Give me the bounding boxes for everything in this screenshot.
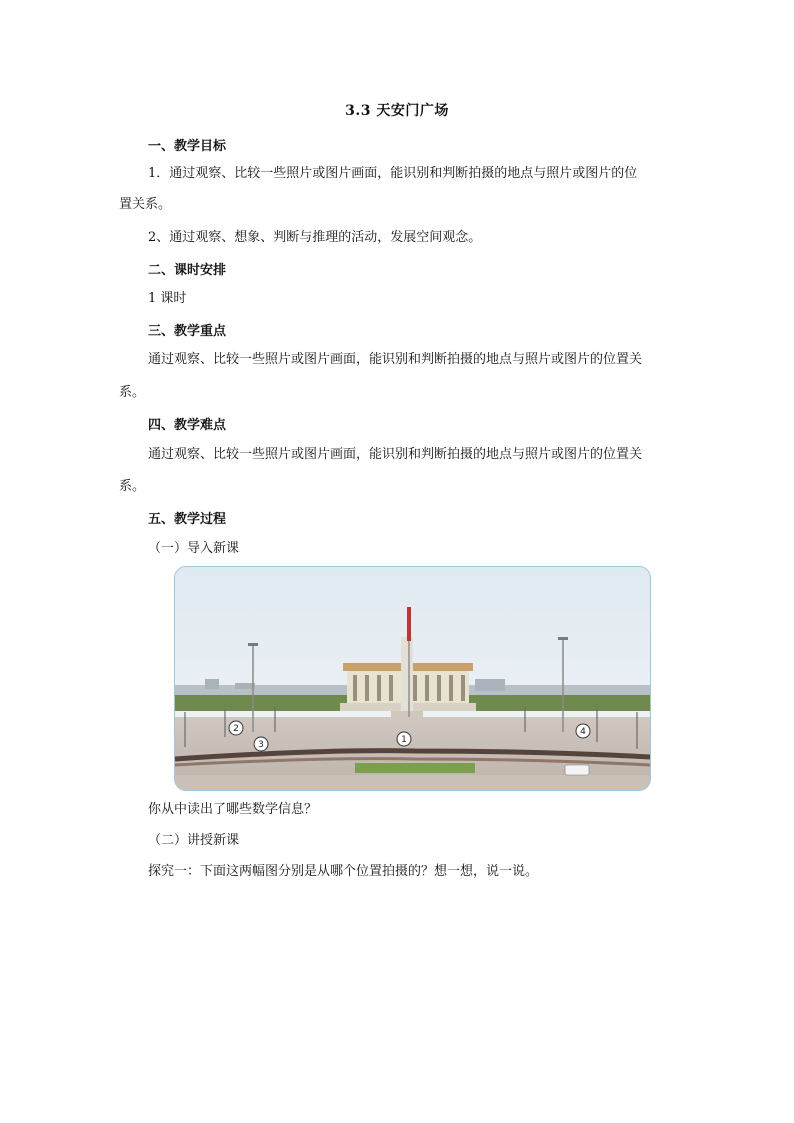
photo-marker-1: 1 xyxy=(401,735,407,745)
tiananmen-square-photo xyxy=(174,566,651,791)
key-points-line-2: 系。 xyxy=(119,385,146,400)
section-heading-objectives: 一、教学目标 xyxy=(148,139,227,154)
document-title: 3.3 天安门广场 xyxy=(345,103,449,119)
question-text: 你从中读出了哪些数学信息？ xyxy=(148,802,318,817)
subsection-new-lesson: （二）讲授新课 xyxy=(148,833,240,848)
photo-marker-4: 4 xyxy=(580,727,586,737)
difficulties-line-1: 通过观察、比较一些照片或图片画面，能识别和判断拍摄的地点与照片或图片的位置关 xyxy=(148,447,643,462)
objective-1-line-2: 置关系。 xyxy=(119,197,172,212)
key-points-line-1: 通过观察、比较一些照片或图片画面，能识别和判断拍摄的地点与照片或图片的位置关 xyxy=(148,352,643,367)
photo-marker-2: 2 xyxy=(233,724,239,734)
difficulties-line-2: 系。 xyxy=(119,479,146,494)
subsection-intro: （一）导入新课 xyxy=(148,541,240,556)
section-heading-schedule: 二、课时安排 xyxy=(148,263,227,278)
photo-illustration xyxy=(175,567,650,790)
class-hours: 1 课时 xyxy=(148,291,187,306)
section-heading-difficulties: 四、教学难点 xyxy=(148,418,227,433)
objective-2: 2、通过观察、想象、判断与推理的活动，发展空间观念。 xyxy=(148,230,482,245)
section-heading-key-points: 三、教学重点 xyxy=(148,324,227,339)
section-heading-process: 五、教学过程 xyxy=(148,512,227,527)
objective-1-line-1: 1．通过观察、比较一些照片或图片画面，能识别和判断拍摄的地点与照片或图片的位 xyxy=(148,166,638,181)
exploration-1: 探究一：下面这两幅图分别是从哪个位置拍摄的？想一想，说一说。 xyxy=(148,864,539,879)
photo-marker-3: 3 xyxy=(258,740,264,750)
